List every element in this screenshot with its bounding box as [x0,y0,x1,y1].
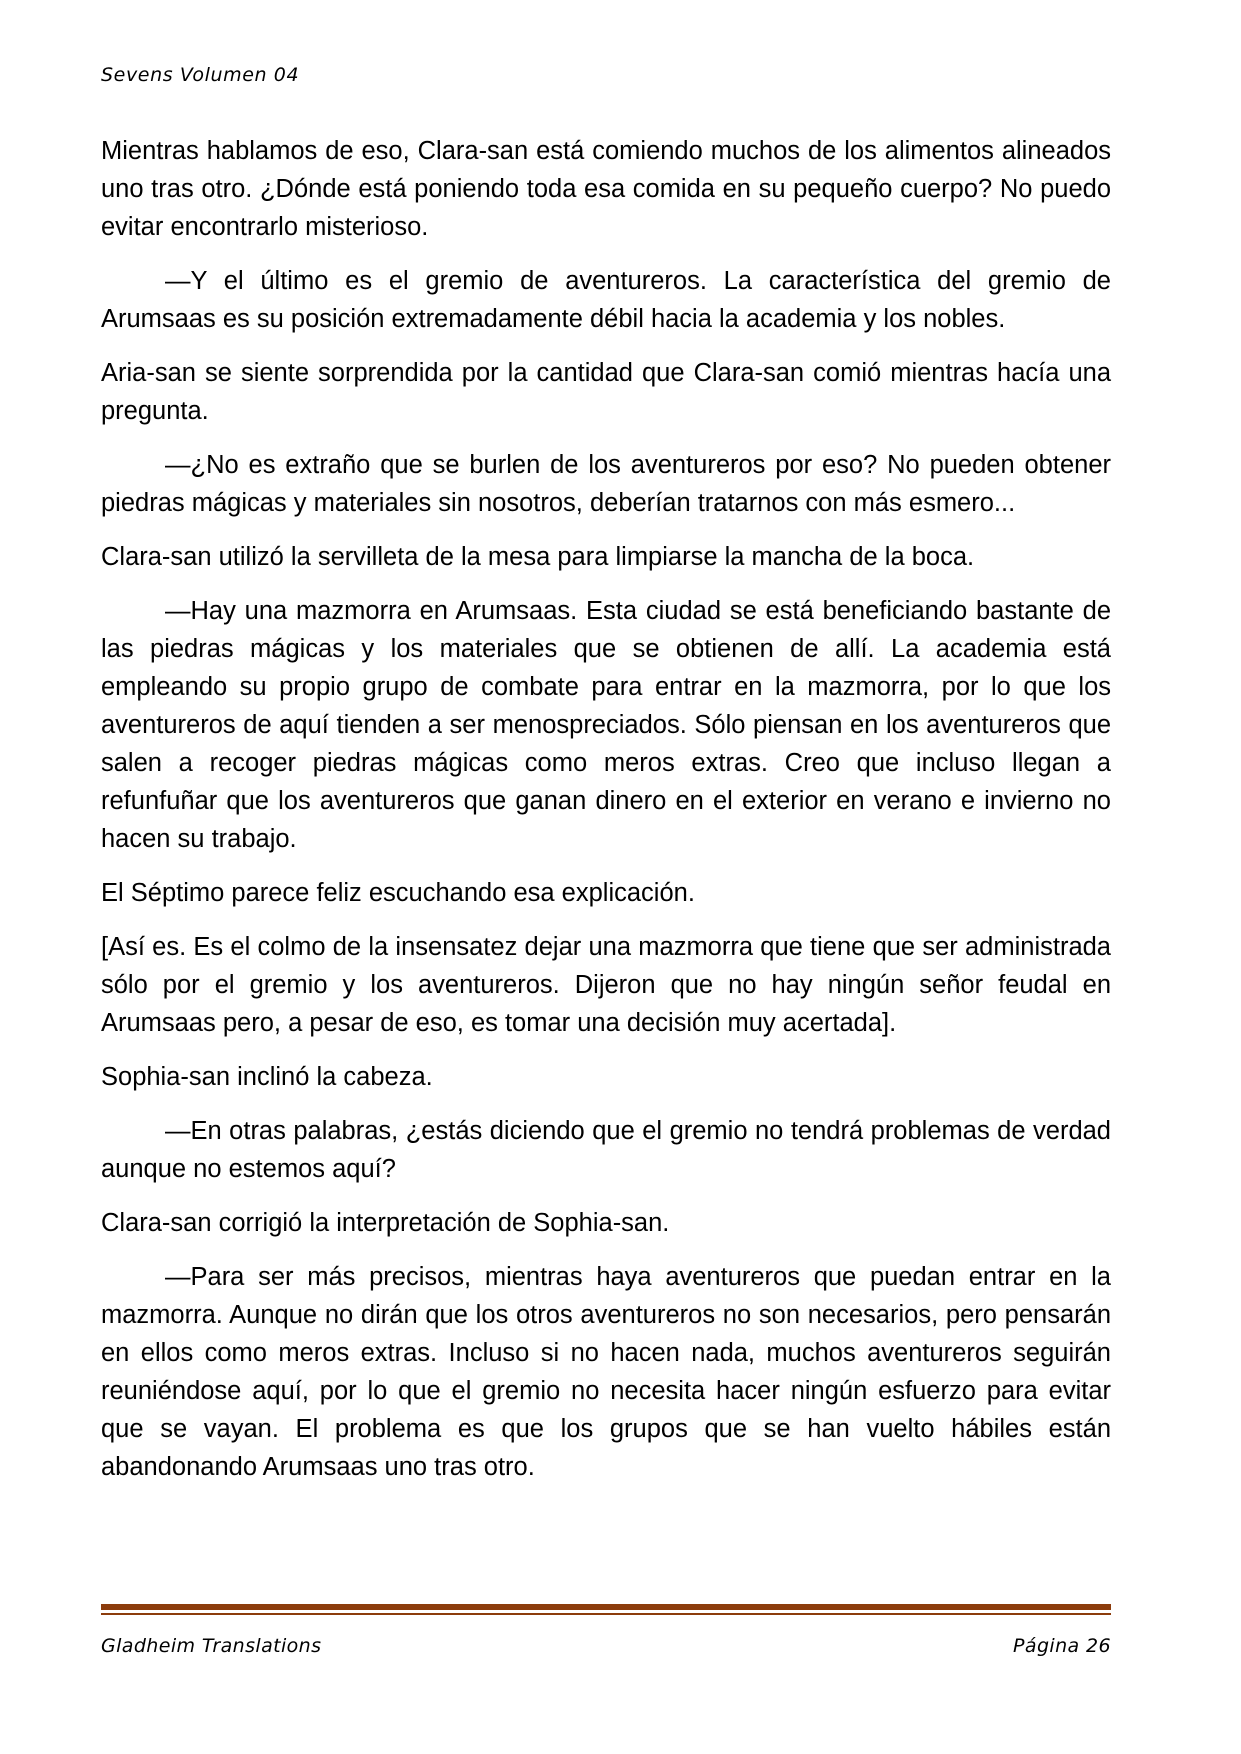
page-header [101,62,1111,98]
header-book-title: Sevens Volumen 04 [101,64,300,86]
document-body [101,132,1111,1486]
body-paragraph: El Séptimo parece feliz escuchando esa explicación. [101,879,695,907]
dialogue-paragraph: —¿No es extraño que se burlen de los aventureros por eso? No pueden obtener piedras mágicas y materiales sin nosotros, deberían tratarnos con más esmero... [101,451,1111,517]
dialogue-paragraph: —Hay una mazmorra en Arumsaas. Esta ciudad se está beneficiando bastante de las piedras mágicas y los materiales que se obtienen de allí. La academia está empleando su propio grupo de combate para entrar en la mazmorra, por lo que los aventureros de aquí tienden a ser menospreciados. Sólo piensan en los aventureros que salen a recoger piedras mágicas como meros extras. Creo que incluso llegan a refunfuñar que los aventureros que ganan dinero en el exterior en verano e invierno no hacen su trabajo. [101,597,1111,853]
dialogue-paragraph: —Para ser más precisos, mientras haya aventureros que puedan entrar en la mazmorra. Aunque no dirán que los otros aventureros no son necesarios, pero pensarán en ellos como meros extras. Incluso si no hacen nada, muchos aventureros seguirán reuniéndose aquí, por lo que el gremio no necesita hacer ningún esfuerzo para evitar que se vayan. El problema es que los grupos que se han vuelto hábiles están abandonando Arumsaas uno tras otro. [101,1263,1111,1481]
footer-translator-credit: Gladheim Translations [101,1635,322,1657]
body-paragraph: Clara-san corrigió la interpretación de Sophia-san. [101,1209,670,1237]
footer-page-number: Página 26 [1013,1635,1111,1657]
body-paragraph: [Así es. Es el colmo de la insensatez dejar una mazmorra que tiene que ser administrada sólo por el gremio y los aventureros. Dijeron que no hay ningún señor feudal en Arumsaas pero, a pesar de eso, es tomar una decisión muy acertada]. [101,933,1111,1037]
body-paragraph: Aria-san se siente sorprendida por la cantidad que Clara-san comió mientras hacía una pregunta. [101,359,1111,425]
page-footer [101,1604,1111,1754]
footer-row [101,1633,1111,1659]
body-paragraph: Clara-san utilizó la servilleta de la mesa para limpiarse la mancha de la boca. [101,543,975,571]
footer-rule-thin [101,1613,1111,1615]
dialogue-paragraph: —Y el último es el gremio de aventureros. La característica del gremio de Arumsaas es su posición extremadamente débil hacia la academia y los nobles. [101,267,1111,333]
body-paragraph: Sophia-san inclinó la cabeza. [101,1063,433,1091]
dialogue-paragraph: —En otras palabras, ¿estás diciendo que el gremio no tendrá problemas de verdad aunque no estemos aquí? [101,1117,1111,1183]
body-paragraph: Mientras hablamos de eso, Clara-san está comiendo muchos de los alimentos alineados uno tras otro. ¿Dónde está poniendo toda esa comida en su pequeño cuerpo? No puedo evitar encontrarlo misterioso. [101,137,1111,241]
